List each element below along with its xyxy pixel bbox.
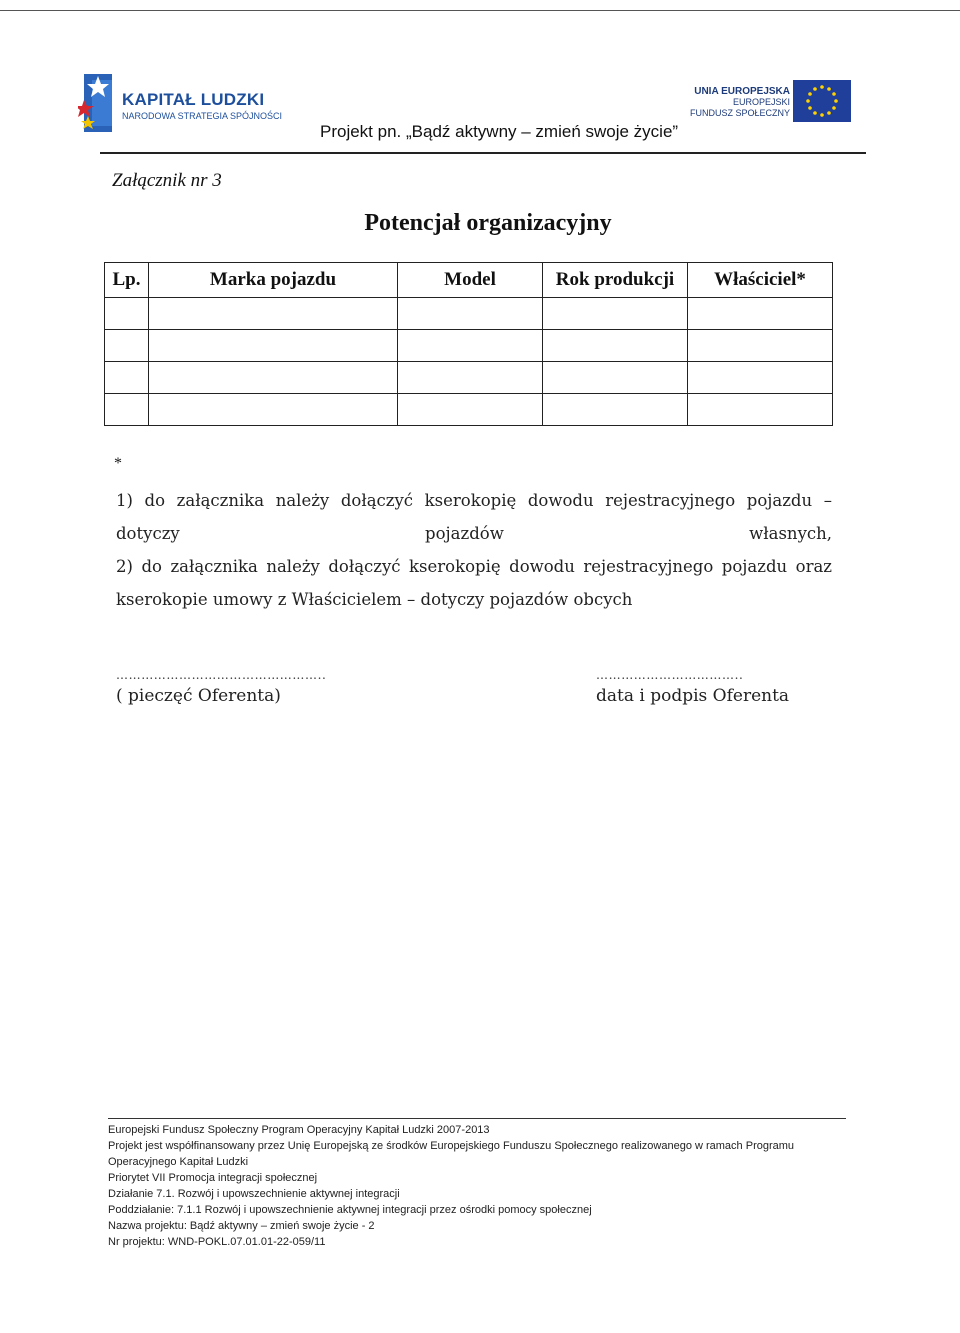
table-cell[interactable] [149,330,398,362]
signature-dotted-line: …………………………….. [596,668,744,682]
table-header-row [105,263,833,298]
eu-label [690,86,790,119]
table-cell[interactable] [105,298,149,330]
eu-label-line2: EUROPEJSKI [732,97,790,107]
table-cell[interactable] [688,330,833,362]
note-own-vehicles: 1) do załącznika należy dołączyć kserokopię dowodu rejestracyjnego pojazdu – dotyczy pojazdów własnych, [116,491,832,543]
footer-program: Europejski Fundusz Społeczny Program Operacyjny Kapitał Ludzki 2007-2013 [108,1124,490,1136]
table-row [105,362,833,394]
attachment-label: Załącznik nr 3 [112,170,222,191]
header-lp: Lp. [105,263,149,298]
footer-priority: Priorytet VII Promocja integracji społecznej [108,1172,318,1184]
table-cell[interactable] [149,362,398,394]
footer [108,1122,848,1250]
table-cell[interactable] [105,394,149,426]
scan-edge-line [0,10,960,11]
kapital-ludzki-logo [78,72,283,136]
footnote-asterisk: * [114,455,122,472]
footer-project-number: Nr projektu: WND-POKL.07.01.01-22-059/11 [108,1236,326,1248]
table-cell[interactable] [398,330,543,362]
header-brand: Marka pojazdu [149,263,398,298]
page-title-text: Potencjał organizacyjny [364,210,612,236]
table-cell[interactable] [105,330,149,362]
table-cell[interactable] [398,394,543,426]
table-cell[interactable] [543,394,688,426]
table-cell[interactable] [543,298,688,330]
table-cell[interactable] [543,362,688,394]
table-cell[interactable] [688,362,833,394]
table-cell[interactable] [688,394,833,426]
table-cell[interactable] [543,330,688,362]
project-name: Projekt pn. „Bądź aktywny – zmień swoje życie” [320,122,679,141]
kapital-ludzki-emblem-icon [78,72,114,134]
table-row [105,394,833,426]
eu-label-line3: FUNDUSZ SPOŁECZNY [689,108,790,118]
stamp-label: ( pieczęć Oferenta) [116,686,281,706]
footer-project-name: Nazwa projektu: Bądź aktywny – zmień swoje życie - 2 [108,1220,375,1232]
header-divider [100,152,866,154]
eu-flag-icon [793,80,851,122]
signature-label: data i podpis Oferenta [596,686,790,706]
table-cell[interactable] [398,298,543,330]
footer-divider [108,1118,846,1119]
header-year: Rok produkcji [543,263,688,298]
table-cell[interactable] [688,298,833,330]
footer-cofinancing: Projekt jest współfinansowany przez Unię Europejską ze środków Europejskiego Funduszu Społecznego realizowanego w ramach Programu Operacyjnego Kapitał Ludzki [108,1140,795,1168]
table-cell[interactable] [105,362,149,394]
footer-submeasure: Poddziałanie: 7.1.1 Rozwój i upowszechnienie aktywnej integracji przez ośrodki pomocy społecznej [108,1204,592,1216]
table-cell[interactable] [149,394,398,426]
header-owner: Właściciel* [688,263,833,298]
table-cell[interactable] [398,362,543,394]
table-cell[interactable] [149,298,398,330]
note-other-vehicles: 2) do załącznika należy dołączyć kserokopię dowodu rejestracyjnego pojazdu oraz kserokopie umowy z Właścicielem – dotyczy pojazdów obcych [116,557,832,609]
header-model: Model [398,263,543,298]
stamp-dotted-line: ………………………………………….. [116,668,327,682]
eu-label-line1: UNIA EUROPEJSKA [694,86,790,97]
logo-title: KAPITAŁ LUDZKI [122,90,265,109]
table-row [105,298,833,330]
logo-subtitle: NARODOWA STRATEGIA SPÓJNOŚCI [122,111,283,121]
table-row [105,330,833,362]
page-title [0,210,960,237]
footer-measure: Działanie 7.1. Rozwój i upowszechnienie aktywnej integracji [108,1188,400,1200]
vehicle-table [104,262,833,426]
